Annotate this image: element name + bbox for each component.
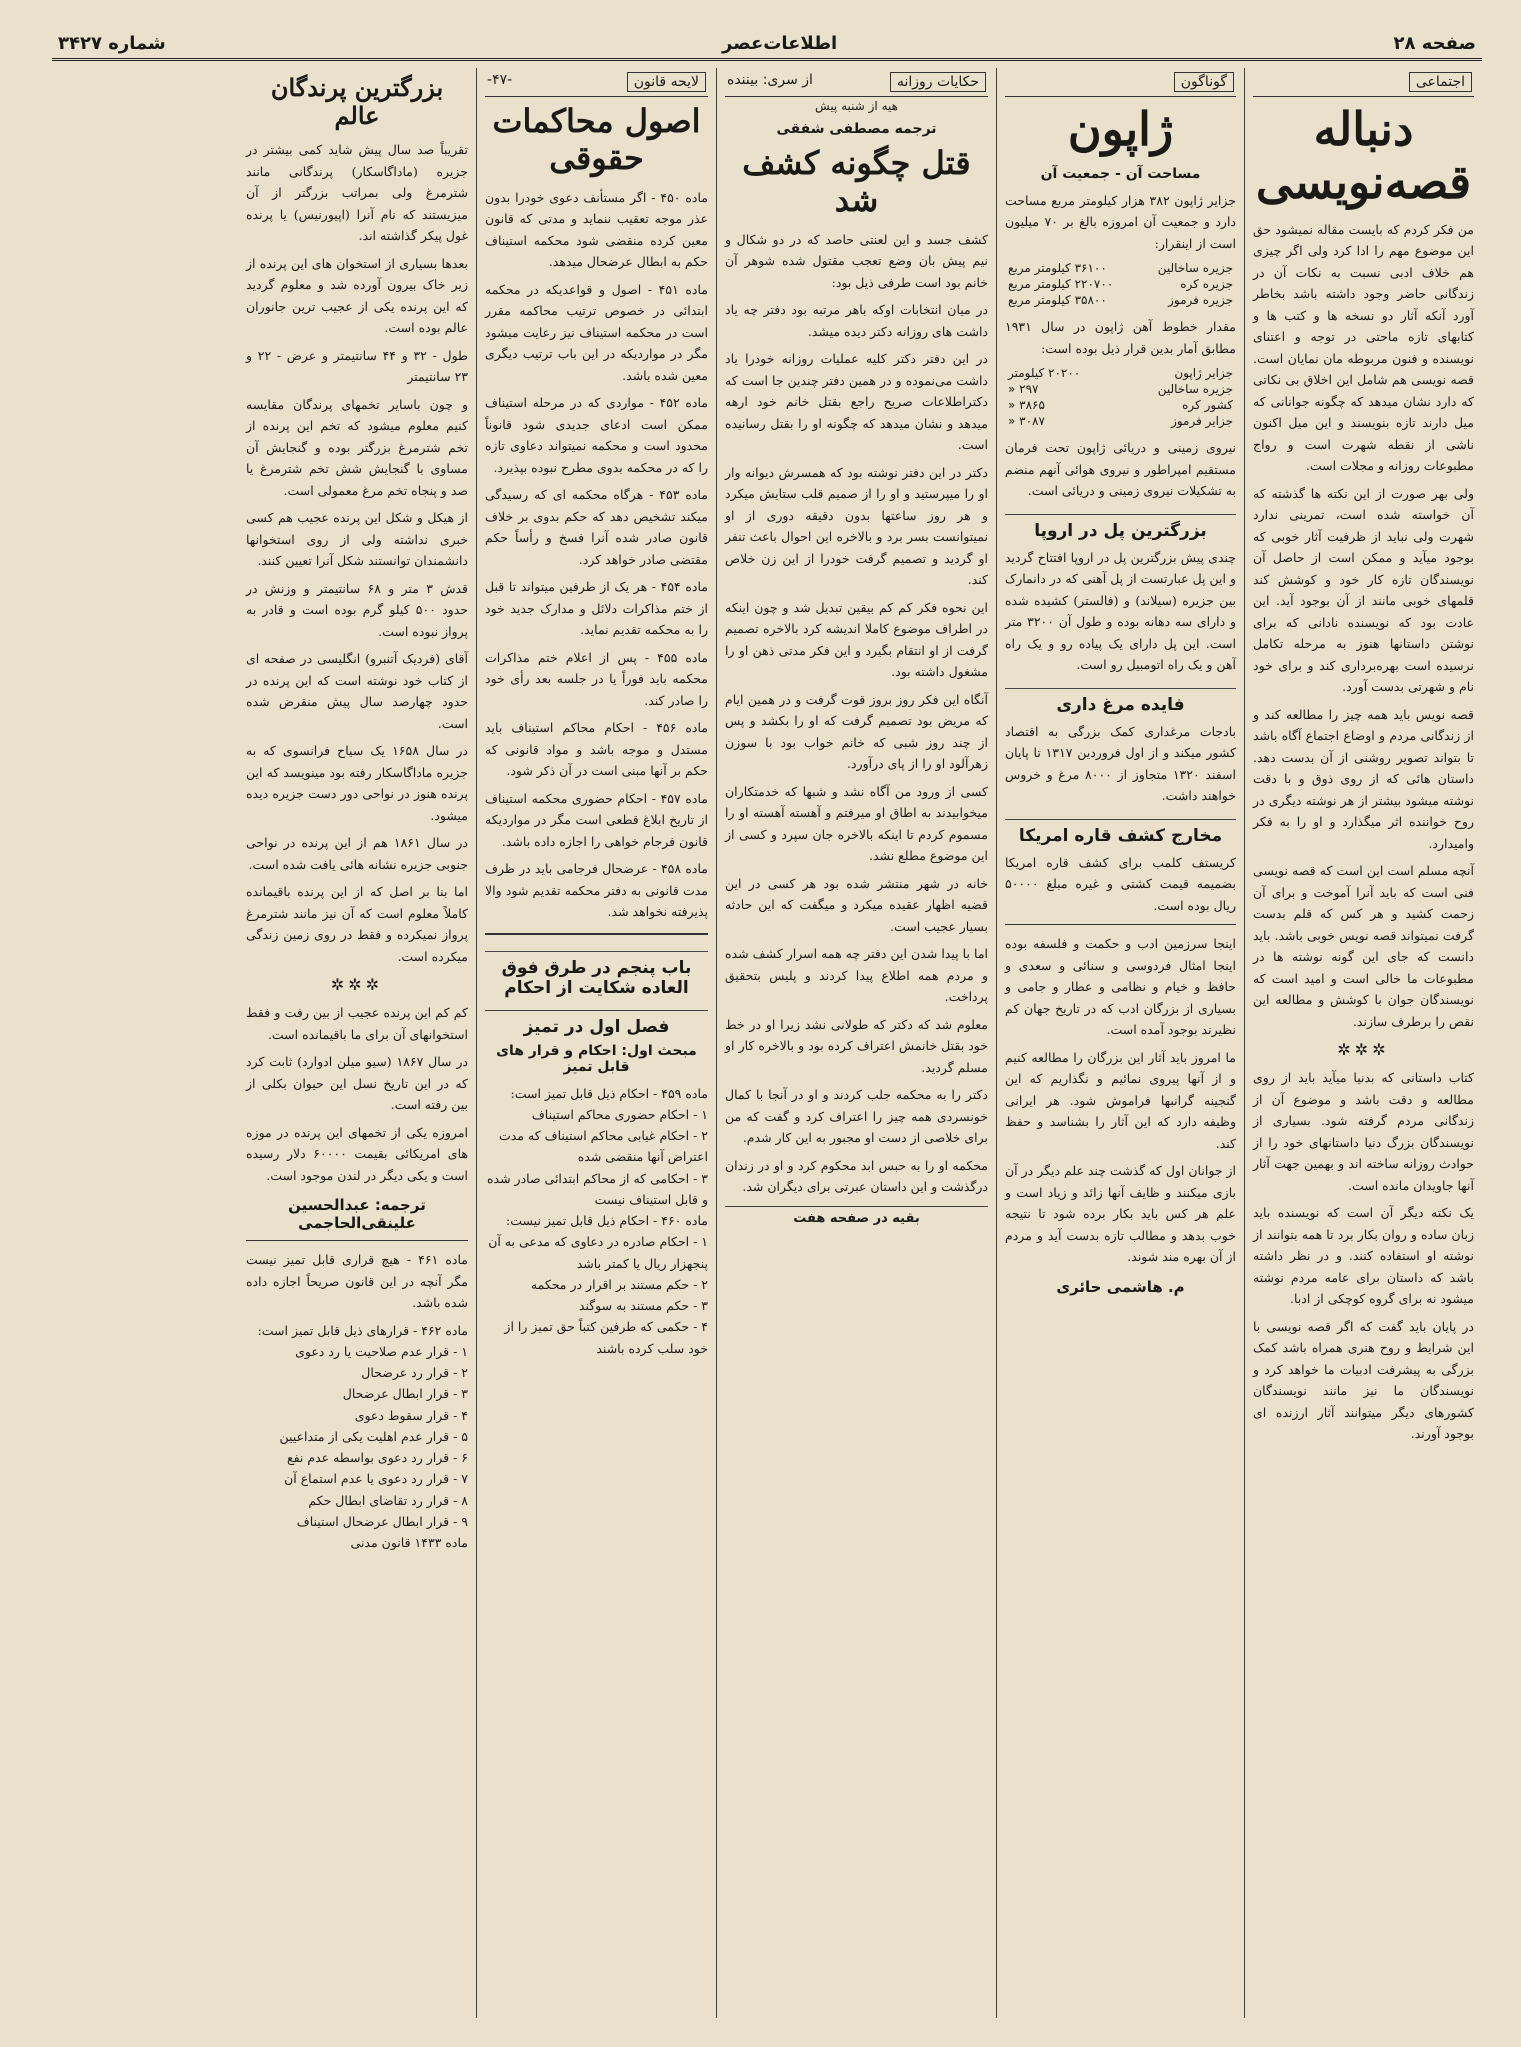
paragraph: این نحوه فکر کم کم بیقین تبدیل شد و چون اینکه در اطراف موضوع کاملا اندیشه کرد بالاخره تصمیم گرفت از او انتقام بگیرد و این فکر مدتی ذهن او را مشغول داشته بود. <box>725 599 988 680</box>
subsection-title: مبحث اول: احکام و قرار های قابل تمیز <box>496 1042 697 1075</box>
series-note: هیه از شنبه پیش <box>815 99 898 113</box>
paragraph: در میان انتخابات اوکه باهر مرتبه بود دفتر چه یاد داشت های روزانه دکتر دیده میشد. <box>725 302 988 339</box>
chapter-block <box>485 933 708 1359</box>
article-body-fiction-2 <box>1253 1067 1474 1445</box>
law-article: ماده ۴۵۷ - احکام حضوری محکمه استیناف از تاریخ ابلاغ قطعی است مگر در مواردیکه قانون فرجام خواهی را اجازه داده باشد. <box>485 790 708 849</box>
law-article: ماده ۴۵۵ - پس از اعلام ختم مذاکرات محکمه باید فوراً یا در جلسه بعد رأی خود را صادر کند. <box>485 649 708 708</box>
japan-intro: جزایر ژاپون ۳۸۲ هزار کیلومتر مربع مساحت دارد و جمعیت آن امروزه بالغ بر ۷۰ میلیون است از اینقرار: <box>1005 192 1236 251</box>
list-item: ۴ - قرار سقوط دعوی <box>354 1407 468 1423</box>
columns <box>52 68 1482 2018</box>
paragraph: آنگاه این فکر روز بروز قوت گرفت و در همین ایام که مریض بود تصمیم گرفت که او را بکشد و پس از چند روز شبی که خانم خواب بود با سوزن زهرآلود او را از پای درآورد. <box>725 691 988 772</box>
law-article: ماده ۴۵۰ - اگر مستأنف دعوی خودرا بدون عذر موجه تعقیب ننماید و مدتی که قانون معین کرده منقضی شود محکمه استیناف حکم به ابطال عرضحال میدهد. <box>485 189 708 270</box>
list-item: ماده ۴۶۰ - احکام ذیل قابل تمیز نیست: <box>506 1213 708 1229</box>
section-header <box>725 68 988 97</box>
paragraph: اما بنا بر اصل که از این پرنده باقیمانده کاملاً معلوم است که آن نیز مانند شترمرغ پرواز نمیکرده و فقط در روی زمین زندگی میکرده است. <box>246 884 468 964</box>
paragraph: آقای (فردیک آتنبرو) انگلیسی در صفحه ای از کتاب خود نوشته است که این پرنده در حدود چهارصد سال پیش منقرض شده است. <box>246 651 468 731</box>
article-body-murder <box>725 229 988 1198</box>
section-header <box>1005 68 1236 97</box>
poultry-text: بادجات مرغداری کمک بزرگی به اقتصاد کشور میکند و از اول فروردین ۱۳۱۷ تا پایان اسفند ۱۳۲۰ متجاوز از ۸۰۰۰ مرغ و خروس خواهند داشت. <box>1005 723 1236 804</box>
translator-signature: ترجمه: عبدالحسین علینقی‌الحاجمی <box>288 1196 426 1233</box>
column-miscellany <box>996 68 1244 2018</box>
paragraph: بعدها بسیاری از استخوان های این پرنده از زیر خاک بیرون آورده شد و معلوم گردید که این پرنده یکی از عجیب ترین جانوران عالم بوده است. <box>246 255 468 336</box>
law-article: ماده ۴۵۶ - احکام محاکم استیناف باید مستدل و موجه باشد و مواد قانونی که حکم بر آنها مبنی است در آن ذکر شود. <box>485 720 709 779</box>
table-row <box>1005 365 1236 381</box>
paragraph: دکتر در این دفتر نوشته بود که همسرش دیوانه وار او را میپرستید و او را از صمیم قلب ستایش میکرد و هر روز ساعتها بدون دقیقه دوری از او نمیتوانست بسر برد و بالاخره این احوال باعث تنفر او گردید و تصمیم گرفت خودرا از این زن خلاص کند. <box>725 464 988 588</box>
poultry-title: فایده مرغ داری <box>1005 688 1236 715</box>
paragraph: امروزه یکی از تخمهای این پرنده در موزه های امریکائی بقیمت ۶۰۰۰۰ دلار رسیده است و یکی دیگر در لندن موجود است. <box>246 1124 468 1183</box>
paragraph: کتاب داستانی که بدنیا میآید باید از روی مطالعه و دقت باشد و موضوع آن از زندگانی مردم گرفته شود. بسیاری از نویسندگان بزرگ دنیا داستانهای خود را از حوادث روزانه ساخته اند و بهمین جهت آثار آنها جاویدان مانده است. <box>1253 1070 1474 1193</box>
row-value: ۲۹۷ « <box>1008 382 1039 397</box>
literature-article <box>1005 933 1236 1154</box>
paragraph: قصه نویس باید همه چیز را مطالعه کند و از زندگانی مردم و اوضاع اجتماع آگاه باشد تا بتواند تصویر روشنی از آن بدست دهد. داستان هائی که از روی ذوق و با دقت نوشته میشود بیشتر از هر نوشته دیگری در روح خواننده اثر میگذارد و او را به فکر وامیدارد. <box>1253 706 1474 851</box>
list-item: ۴ - حکمی که طرفین کتباً حق تمیز را از خود سلب کرده باشند <box>504 1319 708 1356</box>
paragraph: خانه در شهر منتشر شده بود هر کسی در این قضیه اظهار عقیده میکرد و میگفت که این حادثه بسیار عجیب است. <box>725 875 988 934</box>
paragraph: و چون باسایر تخمهای پرندگان مقایسه کنیم معلوم میشود که تخم این پرنده از تخم شترمرغ بزرگتر بوده و گنجایش آن مساوی با گنجایش شش تخم شترمرغ یا صد و پنجاه تخم مرغ معمولی است. <box>246 396 468 498</box>
row-value: ۲۲۰۷۰۰ کیلومتر مربع <box>1008 277 1114 292</box>
article-title-law: اصول محاکمات حقوقی <box>492 102 701 177</box>
paragraph: از هیکل و شکل این پرنده عجیب هم کسی خبری نداشته ولی از روی استخوانها دانشمندان توانستند شکل آنرا تعیین کنند. <box>246 510 468 569</box>
law-article: ماده ۴۵۴ - هر یک از طرفین میتواند تا قبل از ختم مذاکرات دلائل و مدارک جدید خود را به محکمه تقدیم نماید. <box>485 579 708 638</box>
newspaper-name: اطلاعات‌عصر <box>722 32 838 54</box>
list-item: ۳ - حکم مستند به سوگند <box>578 1298 708 1314</box>
table-row <box>1005 381 1236 397</box>
paragraph: من فکر کردم که بایست مقاله نمیشود حق این موضوع مهم را ادا کرد ولی اگر چیزی هم خلاف ادبی نسبت به نکات آن در زندگانی حاضر وجود داشته باشد بخاطر آورد آنکه آثار دو نسخه ها و کتب ها و کتابهای تازه ماحتی در توجه و اعتنای نویسنده و فنون مربوطه مان نمایان است. قصه نویسی هم شامل این اخلاق بی نکاتی که دارد نشان میدهد که چگونه جوانانی که میل دارند تازه بنویسند و این میل اکنون ناشی از نقطه شهرت است و رواج مطبوعات روزانه و مجلات است. <box>1253 221 1474 474</box>
list-item: ۵ - قرار عدم اهلیت یکی از متداعیین <box>279 1428 468 1444</box>
table-row <box>1005 260 1236 276</box>
list-item: ۸ - قرار رد تقاضای ابطال حکم <box>308 1492 468 1508</box>
row-value: ۳۸۶۵ « <box>1008 398 1045 413</box>
section-label: لایحه قانون <box>627 72 706 92</box>
row-label: جزیره ساخالین <box>1157 261 1233 276</box>
japan-rail-table <box>1005 365 1236 429</box>
list-item: ماده ۴۵۹ - احکام ذیل قابل تمیز است: <box>510 1085 708 1101</box>
article-title-birds: بزرگترین پرندگان عالم <box>270 73 444 130</box>
law-article-461: ماده ۴۶۱ - هیچ قراری قابل تمیز نیست مگر آنچه در این قانون صریحاً اجازه داده شده باشد. <box>246 1252 469 1311</box>
paragraph: قدش ۳ متر و ۶۸ سانتیمتر و وزنش در حدود ۵۰۰ کیلو گرم بوده است و قادر به پرواز نبوده است. <box>246 580 468 639</box>
installment-number: -۴۷- <box>487 72 513 88</box>
law-article: ماده ۴۵۱ - اصول و قواعدیکه در محکمه ابتدائی در خصوص ترتیب محاکمه مقرر است در محکمه استیناف نیز رعایت میشود مگر در مواردیکه در این باب ترتیب دیگری معین شده باشد. <box>485 281 709 383</box>
paragraph: ما امروز باید آثار این بزرگان را مطالعه کنیم و از آنها پیروی نمائیم و نگذاریم که این گنجینه گرانبها فراموش شود. هر ایرانی وظیفه دارد که این آثار را بشناسد و حفظ کند. <box>1005 1049 1236 1151</box>
list-item: ماده ۴۶۲ - قرارهای ذیل قابل تمیز است: <box>257 1322 468 1338</box>
article-subtitle-japan: مساحت آن - جمعیت آن <box>1040 165 1201 182</box>
japan-rail-intro: مقدار خطوط آهن ژاپون در سال ۱۹۳۱ مطابق آمار بدین قرار ذیل بوده است: <box>1005 319 1236 356</box>
paragraph: ولی بهر صورت از این نکته ها گذشته که آن خواسته شده است، تمرینی ندارد شهرت ولی نباید از ظرفیت آثار خوبی که بوجود میآید و ممکن است از حاصل آن نویسندگان تازه کار خود و کوشش کند قلمهای خوبی مانند از آن بوجود آید. این عادت بود که نویسنده نادانی که برای نوشتن داستانها هنوز به مرحله تکامل نرسیده است بهره‌برداری کند و برای خود نام و شهرتی بدست آورد. <box>1253 485 1474 695</box>
article-body-birds <box>246 139 468 967</box>
row-label: جزایر ژاپون <box>1174 366 1233 381</box>
article-body-birds-end <box>246 1002 468 1186</box>
row-value: ۳۶۱۰۰ کیلومتر مربع <box>1008 261 1107 276</box>
list-item: ۷ - قرار رد دعوی یا عدم استماع آن <box>284 1471 468 1487</box>
column-law <box>476 68 716 2018</box>
literature-article-end: از جوانان اول که گذشت چند علم دیگر در آن بازی میکنند و ظایف آنها زائد و زیاد است و علم هر کس باید بکار برده شود تا نتیجه خوب بدهد و مطالب تازه بدست آید و مردم از آن بهره مند شوند. <box>1005 1163 1236 1265</box>
bridge-text: چندی پیش بزرگترین پل در اروپا افتتاح گردید و این پل عبارتست از پل آهنی که در دانمارک بین جزیره (سیلاند) و (فالستر) کشیده شده و دارای سه دهانه بوده و طول آن ۳۲۰۰ متر است. این پل دارای یک پیاده رو و یک راه آهن و یک راه اتومبیل رو است. <box>1005 549 1236 673</box>
america-cost-text: کریستف کلمب برای کشف قاره امریکا بضمیمه قیمت کشتی و غیره مبلغ ۵۰۰۰۰ ریال بوده است. <box>1005 854 1236 913</box>
list-item: ۲ - حکم مستند بر اقرار در محکمه <box>530 1276 708 1292</box>
row-value: ۳۰۸۷ « <box>1008 414 1045 429</box>
table-row <box>1005 413 1236 429</box>
row-label: جزیره کره <box>1180 277 1233 292</box>
paragraph: محکمه او را به حبس ابد محکوم کرد و او در زندان درگذشت و این داستان عبرتی برای دیگران شد. <box>725 1157 988 1195</box>
list-item: ۶ - قرار رد دعوی بواسطه عدم نفع <box>286 1450 468 1466</box>
continued-note: بقیه در صفحه هفت <box>725 1206 988 1226</box>
list-item: ۲ - قرار رد عرضحال <box>361 1365 468 1381</box>
paragraph: اما با پیدا شدن این دفتر چه همه اسرار کشف شده و مردم همه اطلاع پیدا کردند و پلیس بتحقیق پرداخت. <box>725 946 988 1005</box>
article-title-murder: قتل چگونه کشف شد <box>742 144 971 219</box>
paragraph: طول - ۳۲ و ۴۴ سانتیمتر و عرض - ۲۲ و ۲۳ سانتیمتر <box>246 347 468 385</box>
divider <box>1005 924 1236 925</box>
divider <box>246 1240 468 1241</box>
section-label: اجتماعی <box>1409 72 1472 92</box>
japan-area-table <box>1005 260 1236 308</box>
law-articles <box>485 187 708 923</box>
bridge-title: بزرگترین پل در اروپا <box>1005 514 1236 541</box>
paragraph: معلوم شد که دکتر که طولانی نشد زیرا او در خط خود بقتل خانمش اعتراف کرده بود و بالاخره کار او مسلم گردید. <box>725 1016 988 1075</box>
issue-number: شماره ۳۴۲۷ <box>58 32 166 54</box>
paragraph: اینجا سرزمین ادب و حکمت و فلسفه بوده اینجا امثال فردوسی و سنائی و سعدی و حافظ و خیام و نظامی و عطار و جامی و بسیاری از بزرگان ادب که در تاریخ جهان کم نظیرند بوجود آمده است. <box>1005 936 1236 1038</box>
section-divider: ✲✲✲ <box>1337 1040 1390 1060</box>
paragraph: در سال ۱۸۶۱ هم از این پرنده در نواحی جنوبی جزیره نشانه هائی یافت شده است. <box>246 835 468 872</box>
paragraph: دکتر را به محکمه جلب کردند و او در آنجا با کمال خونسردی همه چیز را اعتراف کرد و گفت که من برای خلاصی از دست او مجبور به این کار شدم. <box>725 1087 988 1146</box>
column-birds <box>238 68 476 2018</box>
list-item: ماده ۱۴۳۳ قانون مدنی <box>350 1535 468 1551</box>
author-signature: م. هاشمی حائری <box>1056 1277 1185 1296</box>
paragraph: کم کم این پرنده عجیب از بین رفت و فقط استخوانهای آن برای ما باقیمانده است. <box>246 1005 468 1042</box>
article-title-fiction: دنباله قصه‌نویسی <box>1255 102 1472 209</box>
list-item: ۳ - احکامی که از محاکم ابتدائی صادر شده و قابل استیناف نیست <box>486 1170 708 1207</box>
paragraph: آنچه مسلم است این است که قصه نویسی فنی است که باید آنرا آموخت و برای آن زحمت کشید و هر کس که قلم بدست گرفت نمیتواند قصه نویس خوبی باشد. باید دانست که جای این گونه نوشته ها در مطبوعات ما خالی است و امید است که نویسندگان جوان با کوشش و مطالعه این نقص را برطرف سازند. <box>1253 863 1474 1029</box>
row-label: جزایر فرموز <box>1171 414 1233 429</box>
law-article: ماده ۴۵۸ - عرضحال فرجامی باید در ظرف مدت قانونی به دفتر محکمه تقدیم شود والا پذیرفته نخواهد شد. <box>485 861 709 920</box>
translator-byline: ترجمه مصطفی شفقی <box>776 121 937 137</box>
paragraph: در سال ۱۶۵۸ یک سیاح فرانسوی که به جزیره ماداگاسکار رفته بود مینویسد که این پرنده هنوز در نواحی دور دست جزیره دیده میشود. <box>246 743 468 823</box>
list-item: ۱ - احکام صادره در دعاوی که مدعی به آن پنجهزار ریال یا کمتر باشد <box>488 1234 708 1271</box>
paragraph: کسی از ورود من آگاه نشد و شبها که خدمتکاران میخوابیدند به اطاق او میرفتم و آهسته آهسته او را مسموم کردم تا اینکه بالاخره جان سپرد و کسی از این موضوع مطلع نشد. <box>725 783 988 864</box>
america-cost-title: مخارج کشف قاره امریکا <box>1005 819 1236 846</box>
law-article: ماده ۴۵۳ - هرگاه محکمه ای که رسیدگی میکند تشخیص دهد که حکم بدوی بر خلاف قانون صادر شده آنرا فسخ و رأساً حکم مقتضی صادر خواهد کرد. <box>485 487 708 567</box>
list-item: ۱ - احکام حضوری محاکم استیناف <box>531 1106 708 1122</box>
appealable-list <box>485 1083 708 1359</box>
row-value: ۲۰۲۰۰ کیلومتر <box>1008 366 1081 381</box>
paragraph: در پایان باید گفت که اگر قصه نویسی با این شرایط و روح هنری همراه باشد کمک بزرگی به پیشرفت ادبیات ما خواهد کرد و نویسندگان ما نیز مانند نویسندگان کشورهای دیگر میتوانند آثار ارزنده ای بوجود آورند. <box>1253 1318 1474 1442</box>
appealable-orders-list <box>246 1320 468 1554</box>
section-label: حکایات روزانه <box>890 72 986 92</box>
row-label: کشور کره <box>1182 398 1233 413</box>
newspaper-page <box>52 28 1482 2018</box>
paragraph: در این دفتر دکتر کلیه عملیات روزانه خودرا یاد داشت می‌نموده و در همین دفتر چندین جا است که دکتراطلاعات صریح راجع بقتل خانم خود ارهه میدهد و نشان میدهد که چگونه او را بقتل رسانیده است. <box>725 351 988 453</box>
page-number: صفحه ۲۸ <box>1393 32 1476 54</box>
table-row <box>1005 276 1236 292</box>
masthead <box>52 28 1482 61</box>
list-item: ۹ - قرار ابطال عرضحال استیناف <box>296 1513 468 1529</box>
section-divider: ✲✲✲ <box>330 975 384 995</box>
law-article: ماده ۴۵۲ - مواردی که در مرحله استیناف ممکن است ادعای جدیدی شود قانوناً محدود است و محکمه نمیتواند دعاوی تازه را که در محکمه بدوی مطرح نبوده بپذیرد. <box>485 395 709 475</box>
table-row <box>1005 397 1236 413</box>
chapter-title: باب پنجم در طرق فوق العاده شکایت از احکام <box>485 951 708 998</box>
row-value: ۳۵۸۰۰ کیلومتر مربع <box>1008 293 1107 308</box>
article-title-japan: ژاپون <box>1067 102 1174 156</box>
column-social <box>1244 68 1482 2018</box>
table-row <box>1005 292 1236 308</box>
section-label: گوناگون <box>1174 72 1234 92</box>
row-label: جزیره فرموز <box>1168 293 1233 308</box>
paragraph: کشف جسد و این لعنتی حاصد که در دو شکال و نیم پیش بان وضع تعجب مقتول شده شوهر آن خانم بود است طرفی ذیل بود: <box>725 231 988 290</box>
section-header <box>485 68 708 97</box>
article-body-fiction <box>1253 219 1474 1033</box>
japan-forces: نیروی زمینی و دریائی ژاپون تحت فرمان مستقیم امپراطور و نیروی هوائی آنهم منضم به تشکیلات نیروی زمینی و دریائی است. <box>1005 440 1236 499</box>
paragraph: در سال ۱۸۶۷ (سیو میلن ادوارد) ثابت کرد که در این تاریخ نسل این حیوان بکلی از بین رفته است. <box>246 1054 468 1113</box>
paragraph: تقریباً صد سال پیش شاید کمی بیشتر در جزیره (ماداگاسکار) پرندگانی مانند شترمرغ ولی بمراتب بزرگتر از آن میزیستند که نام آنرا (اپیورنیس) یا پرنده غول پیکر گذاشته اند. <box>246 142 468 244</box>
series-label: از سری: بیننده <box>727 72 813 88</box>
section-header <box>1253 68 1474 97</box>
list-item: ۱ - قرار عدم صلاحیت یا رد دعوی <box>295 1343 468 1359</box>
list-item: ۳ - قرار ابطال عرضحال <box>342 1386 468 1402</box>
section-title: فصل اول در تمیز <box>485 1010 708 1037</box>
row-label: جزیره ساخالین <box>1157 382 1233 397</box>
list-item: ۲ - احکام غیابی محاکم استیناف که مدت اعتراض آنها منقضی شده <box>499 1128 708 1165</box>
paragraph: یک نکته دیگر آن است که نویسنده باید زبان ساده و روان بکار برد تا همه بتوانند از نوشته او استفاده کنند. و در نظر داشته باشد که داستان برای عامه مردم نوشته میشود نه برای گروه کوچکی از ادبا. <box>1253 1205 1474 1307</box>
column-story <box>716 68 996 2018</box>
